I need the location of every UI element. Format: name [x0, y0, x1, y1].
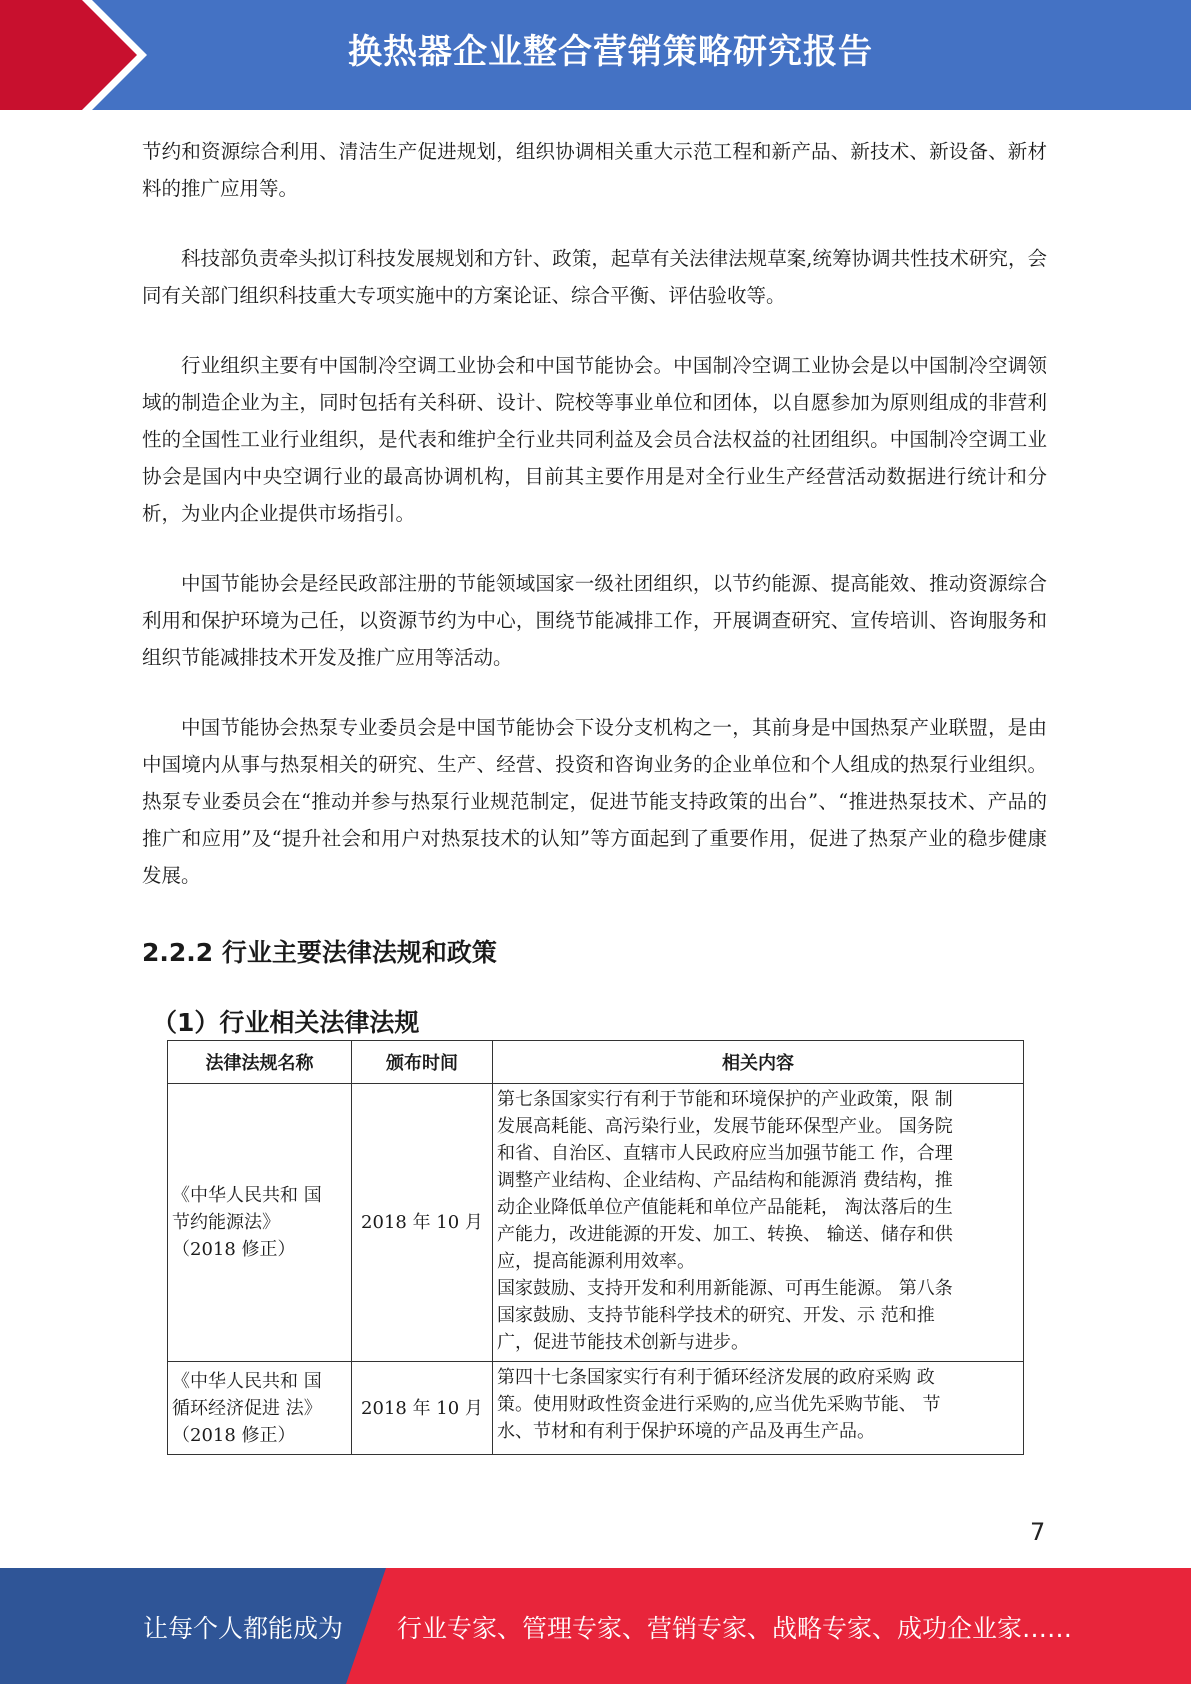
- section-heading: 2.2.2 行业主要法律法规和政策: [142, 938, 497, 967]
- paragraph-2: 科技部负责牵头拟订科技发展规划和方针、政策，起草有关法律法规草案,统筹协调共性技术研究，会同有关部门组织科技重大专项实施中的方案论证、综合平衡、评估验收等。: [142, 247, 1047, 307]
- content-line: 发展高耗能、高污染行业，发展节能环保型产业。 国务院: [497, 1116, 953, 1137]
- table-header-row: [168, 1041, 1024, 1084]
- paragraph-4: 中国节能协会是经民政部注册的节能领域国家一级社团组织，以节约能源、提高能效、推动资源综合利用和保护环境为己任，以资源节约为中心，围绕节能减排工作，开展调查研究、宣传培训、咨询服务和组织节能减排技术开发及推广应用等活动。: [142, 572, 1047, 669]
- date-cell: 2018 年 10 月: [352, 1362, 493, 1455]
- page-header: [0, 0, 1191, 110]
- content-line: 国家鼓励、支持开发和利用新能源、可再生能源。 第八条: [497, 1278, 953, 1299]
- law-name-line: （2018 修正）: [172, 1239, 296, 1260]
- content-cell: [493, 1084, 1024, 1362]
- table-row: [168, 1362, 1024, 1455]
- law-name-line: 《中华人民共和 国: [172, 1185, 322, 1206]
- content-line: 和省、自治区、直辖市人民政府应当加强节能工 作，合理: [497, 1143, 953, 1164]
- content-line: 第七条国家实行有利于节能和环境保护的产业政策，限 制: [497, 1089, 953, 1110]
- page-footer: [0, 1568, 1191, 1684]
- footer-slogan-left: 让每个人都能成为: [143, 1614, 344, 1643]
- header-date: 颁布时间: [352, 1041, 493, 1084]
- law-name-cell: [168, 1362, 352, 1455]
- content-line: 动企业降低单位产值能耗和单位产品能耗， 淘汰落后的生: [497, 1197, 953, 1218]
- header-law-name: 法律法规名称: [168, 1041, 352, 1084]
- body-content: [142, 133, 1047, 927]
- date-cell: 2018 年 10 月: [352, 1084, 493, 1362]
- page-number: 7: [1030, 1518, 1046, 1546]
- header-title: 换热器企业整合营销策略研究报告: [348, 32, 873, 72]
- content-line: 产能力，改进能源的开发、加工、转换、 输送、储存和供: [497, 1224, 953, 1245]
- content-line: 策。使用财政性资金进行采购的,应当优先采购节能、 节: [497, 1394, 941, 1415]
- law-name-line: 《中华人民共和 国: [172, 1370, 322, 1392]
- content-line: 调整产业结构、企业结构、产品结构和能源消 费结构，推: [497, 1170, 953, 1191]
- law-name-cell: [168, 1084, 352, 1362]
- paragraph-1: 节约和资源综合利用、清洁生产促进规划，组织协调相关重大示范工程和新产品、新技术、新设备、新材料的推广应用等。: [142, 140, 1047, 200]
- table-row: [168, 1084, 1024, 1362]
- content-line: 国家鼓励、支持节能科学技术的研究、开发、示 范和推: [497, 1305, 935, 1326]
- content-line: 第四十七条国家实行有利于循环经济发展的政府采购 政: [497, 1367, 935, 1388]
- paragraph-3: 行业组织主要有中国制冷空调工业协会和中国节能协会。中国制冷空调工业协会是以中国制冷空调领域的制造企业为主，同时包括有关科研、设计、院校等事业单位和团体，以自愿参加为原则组成的非营利性的全国性工业行业组织，是代表和维护全行业共同利益及会员合法权益的社团组织。中国制冷空调工业协会是国内中央空调行业的最高协调机构，目前其主要作用是对全行业生产经营活动数据进行统计和分析，为业内企业提供市场指引。: [142, 354, 1047, 525]
- paragraph-5: 中国节能协会热泵专业委员会是中国节能协会下设分支机构之一，其前身是中国热泵产业联盟，是由中国境内从事与热泵相关的研究、生产、经营、投资和咨询业务的企业单位和个人组成的热泵行业组织。热泵专业委员会在“推动并参与热泵行业规范制定，促进节能支持政策的出台”、“推进热泵技术、产品的推广和应用”及“提升社会和用户对热泵技术的认知”等方面起到了重要作用，促进了热泵产业的稳步健康发展。: [142, 716, 1047, 887]
- header-content: 相关内容: [493, 1041, 1024, 1084]
- content-line: 水、节材和有利于保护环境的产品及再生产品。: [497, 1421, 875, 1442]
- laws-table: [167, 1040, 1024, 1455]
- law-name-line: 节约能源法》: [172, 1212, 280, 1233]
- law-name-line: 循环经济促进 法》: [172, 1397, 322, 1419]
- footer-slogan-right: 行业专家、管理专家、营销专家、战略专家、成功企业家……: [397, 1614, 1073, 1643]
- law-name-line: （2018 修正）: [172, 1424, 296, 1446]
- content-line: 广，促进节能技术创新与进步。: [497, 1332, 749, 1353]
- content-cell: [493, 1362, 1024, 1455]
- content-line: 应，提高能源利用效率。: [497, 1251, 695, 1272]
- subsection-heading: （1）行业相关法律法规: [152, 1008, 420, 1037]
